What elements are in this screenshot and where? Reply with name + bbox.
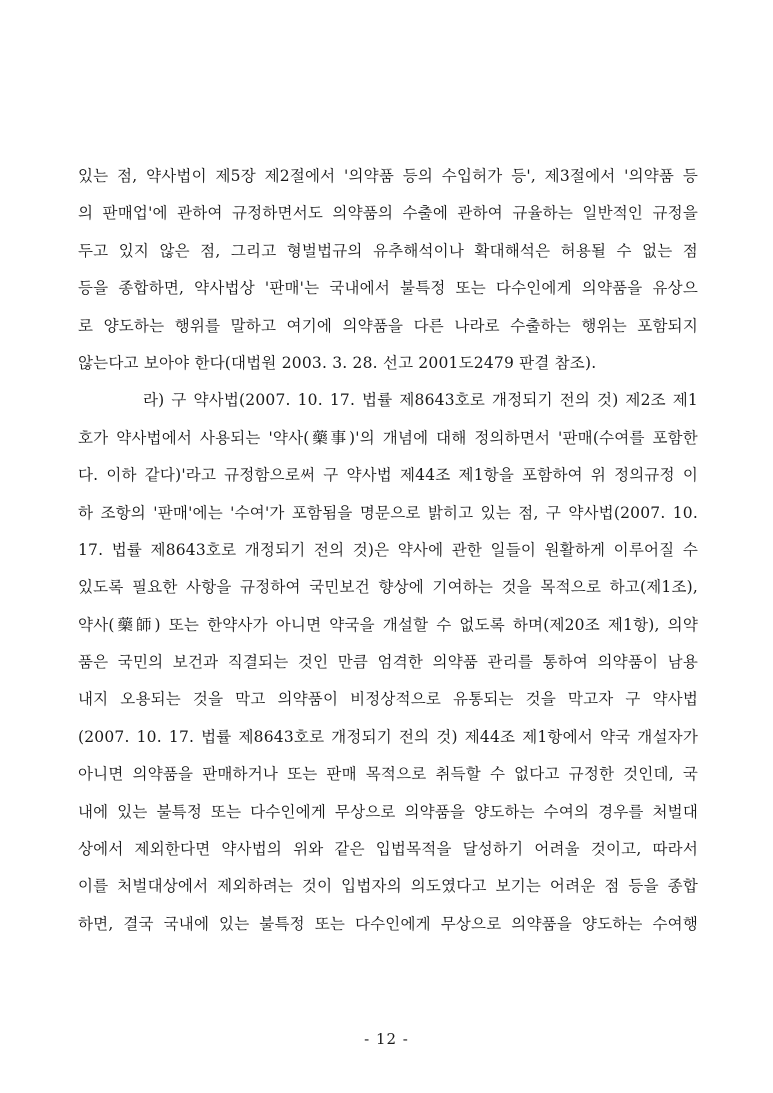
page-number: - 12 - <box>364 1030 409 1048</box>
text-line: 않는다고 보아야 한다(대법원 2003. 3. 28. 선고 2001도2479 판결 참조). <box>78 353 597 372</box>
text-line: 내에 있는 불특정 또는 다수인에게 무상으로 의약품을 양도하는 수여의 경우를 처벌대 <box>78 802 698 821</box>
text-line: 이를 처벌대상에서 제외하려는 것이 입법자의 의도였다고 보기는 어려운 점 등을 종합 <box>78 877 698 896</box>
text-line: 호가 약사법에서 사용되는 '약사(藥事)'의 개념에 대해 정의하면서 '판매(수여를 포함한 <box>78 428 698 447</box>
text-line: 상에서 제외한다면 약사법의 위와 같은 입법목적을 달성하기 어려울 것이고, 따라서 <box>78 840 698 859</box>
text-line: 로 양도하는 행위를 말하고 여기에 의약품을 다른 나라로 수출하는 행위는 포함되지 <box>78 316 698 335</box>
text-line: 품은 국민의 보건과 직결되는 것인 만큼 엄격한 의약품 관리를 통하여 의약품이 남용 <box>78 653 698 672</box>
text-line: 라) 구 약사법(2007. 10. 17. 법률 제8643호로 개정되기 전의 것) 제2조 제1 <box>143 391 698 410</box>
text-line: 아니면 의약품을 판매하거나 또는 판매 목적으로 취득할 수 없다고 규정한 것인데, 국 <box>78 765 698 784</box>
paragraph-1 <box>78 158 698 382</box>
text-line: 내지 오용되는 것을 막고 의약품이 비정상적으로 유통되는 것을 막고자 구 약사법 <box>78 690 698 709</box>
text-line: 하면, 결국 국내에 있는 불특정 또는 다수인에게 무상으로 의약품을 양도하는 수여행 <box>78 914 698 933</box>
paragraph-2 <box>78 382 698 943</box>
text-line: 다. 이하 같다)'라고 규정함으로써 구 약사법 제44조 제1항을 포함하여 위 정의규정 이 <box>78 466 698 485</box>
text-line: 있도록 필요한 사항을 규정하여 국민보건 향상에 기여하는 것을 목적으로 하고(제1조), <box>78 578 698 597</box>
text-line: 등을 종합하면, 약사법상 '판매'는 국내에서 불특정 또는 다수인에게 의약품을 유상으 <box>78 279 698 298</box>
body-text <box>78 158 698 943</box>
text-line: 의 판매업'에 관하여 규정하면서도 의약품의 수출에 관하여 규율하는 일반적인 규정을 <box>78 204 698 223</box>
text-line: 17. 법률 제8643호로 개정되기 전의 것)은 약사에 관한 일들이 원활하게 이루어질 수 <box>78 540 698 559</box>
text-line: 있는 점, 약사법이 제5장 제2절에서 '의약품 등의 수입허가 등', 제3절에서 '의약품 등 <box>78 167 698 185</box>
text-line: (2007. 10. 17. 법률 제8643호로 개정되기 전의 것) 제44조 제1항에서 약국 개설자가 <box>78 727 698 746</box>
text-line: 두고 있지 않은 점, 그리고 형벌법규의 유추해석이나 확대해석은 허용될 수 없는 점 <box>78 241 698 260</box>
text-line: 하 조항의 '판매'에는 '수여'가 포함됨을 명문으로 밝히고 있는 점, 구 약사법(2007. 10. <box>78 503 698 522</box>
text-line: 약사(藥師) 또는 한약사가 아니면 약국을 개설할 수 없도록 하며(제20조 제1항), 의약 <box>78 615 698 634</box>
